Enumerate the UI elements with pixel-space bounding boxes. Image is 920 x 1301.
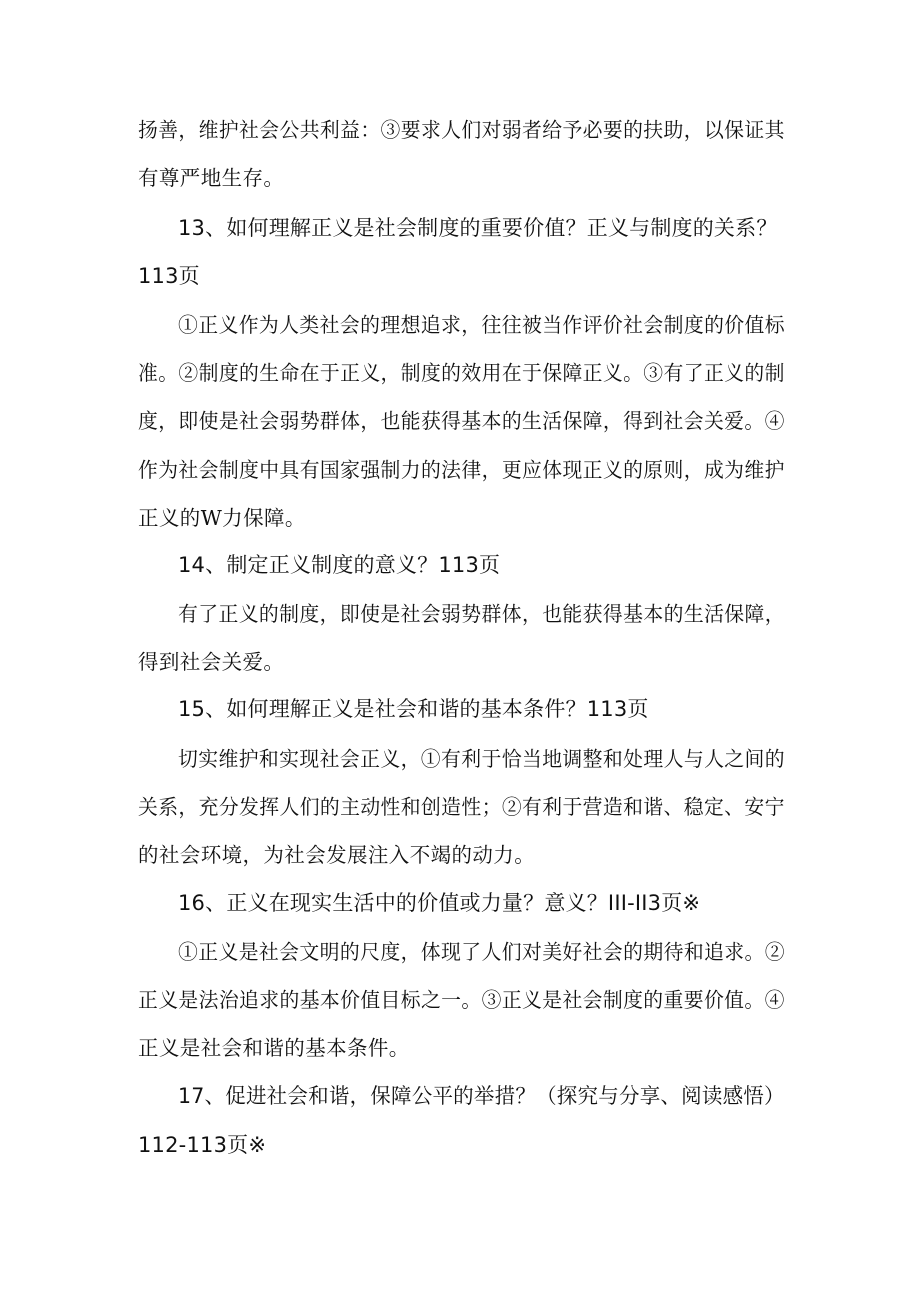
question-17-heading: 17、促进社会和谐，保障公平的举措？（探究与分享、阅读感悟） bbox=[178, 1084, 785, 1108]
question-17-heading-cont: 112-113页※ bbox=[138, 1133, 267, 1157]
answer-16-line-3: 正义是社会和谐的基本条件。 bbox=[138, 1036, 410, 1060]
answer-13-line-3: 度，即使是社会弱势群体，也能获得基本的生活保障，得到社会关爱。④ bbox=[138, 409, 785, 433]
answer-14-line-1: 有了正义的制度，即使是社会弱势群体，也能获得基本的生活保障， bbox=[178, 602, 785, 626]
answer-13-line-2: 准。②制度的生命在于正义，制度的效用在于保障正义。③有了正义的制 bbox=[138, 361, 785, 385]
question-13-heading: 13、如何理解正义是社会制度的重要价值？正义与制度的关系？ bbox=[178, 216, 778, 240]
question-13-heading-cont: 113页 bbox=[138, 264, 200, 288]
answer-16-line-1: ①正义是社会文明的尺度，体现了人们对美好社会的期待和追求。② bbox=[178, 940, 785, 964]
answer-13-line-1: ①正义作为人类社会的理想追求，往往被当作评价社会制度的价值标 bbox=[178, 313, 785, 337]
answer-13-line-5: 正义的W力保障。 bbox=[138, 506, 306, 530]
answer-15-line-3: 的社会环境，为社会发展注入不竭的动力。 bbox=[138, 843, 536, 867]
answer-14-line-2: 得到社会关爱。 bbox=[138, 650, 285, 674]
question-16-heading: 16、正义在现实生活中的价值或力量？意义？III-II3页※ bbox=[178, 891, 701, 915]
question-15-heading: 15、如何理解正义是社会和谐的基本条件？113页 bbox=[178, 697, 649, 721]
intro-line-1: 扬善，维护社会公共利益：③要求人们对弱者给予必要的扶助，以保证其 bbox=[138, 118, 785, 142]
answer-15-line-2: 关系，充分发挥人们的主动性和创造性；②有利于营造和谐、稳定、安宁 bbox=[138, 795, 785, 819]
intro-line-2: 有尊严地生存。 bbox=[138, 166, 285, 190]
answer-15-line-1: 切实维护和实现社会正义，①有利于恰当地调整和处理人与人之间的 bbox=[178, 747, 785, 771]
question-14-heading: 14、制定正义制度的意义？113页 bbox=[178, 553, 501, 577]
answer-16-line-2: 正义是法治追求的基本价值目标之一。③正义是社会制度的重要价值。④ bbox=[138, 988, 785, 1012]
answer-13-line-4: 作为社会制度中具有国家强制力的法律，更应体现正义的原则，成为维护 bbox=[138, 458, 785, 482]
